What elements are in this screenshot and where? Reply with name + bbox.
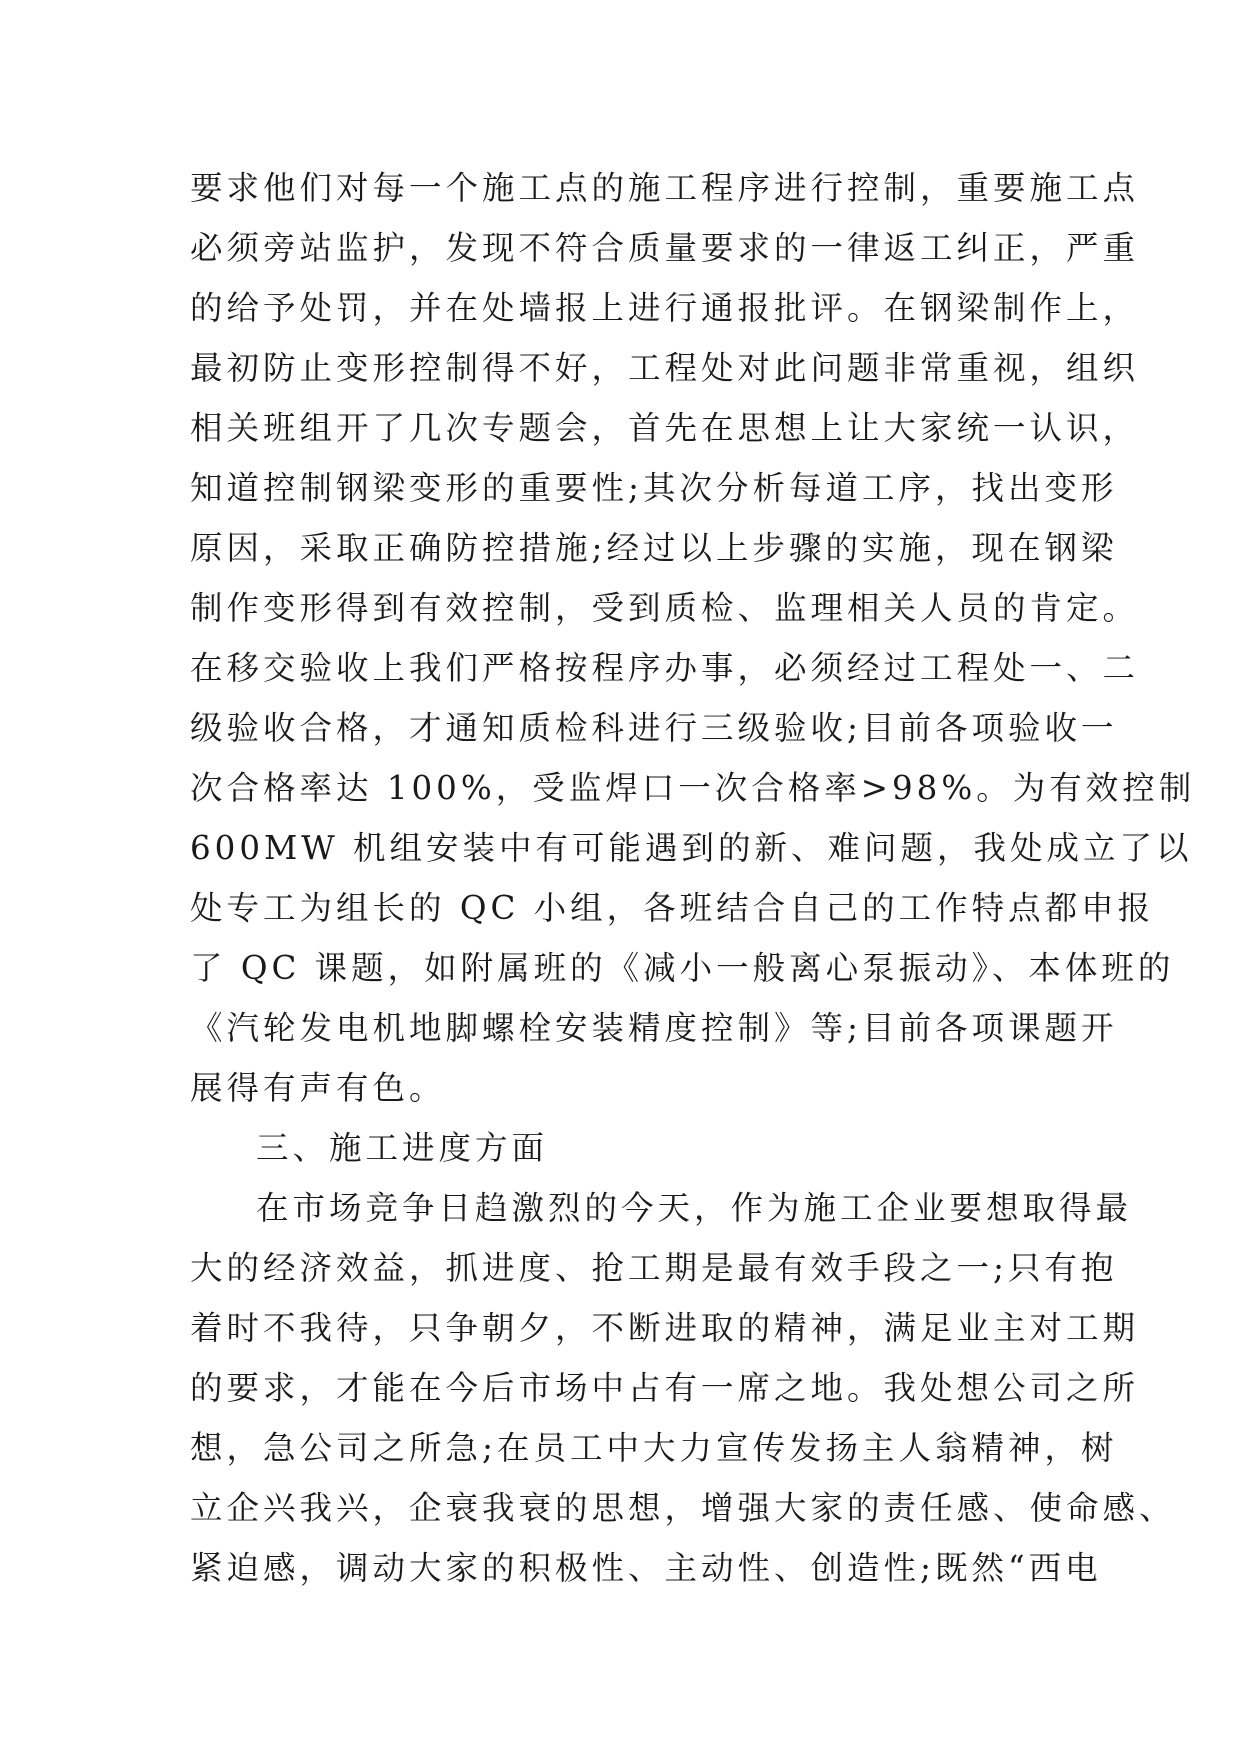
text-line: 要求他们对每一个施工点的施工程序进行控制，重要施工点 (190, 169, 1140, 207)
text-line: 600MW 机组安装中有可能遇到的新、难问题，我处成立了以 (190, 829, 1193, 867)
text-line: 立企兴我兴，企衰我衰的思想，增强大家的责任感、使命感、 (190, 1489, 1176, 1527)
text-line: 原因，采取正确防控措施;经过以上步骤的实施，现在钢梁 (190, 529, 1118, 567)
text-line: 必须旁站监护，发现不符合质量要求的一律返工纠正，严重 (190, 229, 1140, 267)
text-line: 展得有声有色。 (190, 1069, 446, 1107)
text-line: 在移交验收上我们严格按程序办事，必须经过工程处一、二 (190, 649, 1140, 687)
text-line: 了 QC 课题，如附属班的《减小一般离心泵振动》、本体班的 (190, 949, 1175, 987)
text-line: 次合格率达 100%，受监焊口一次合格率>98%。为有效控制 (190, 769, 1196, 807)
text-line: 在市场竞争日趋激烈的今天，作为施工企业要想取得最 (256, 1189, 1133, 1227)
text-line: 处专工为组长的 QC 小组，各班结合自己的工作特点都申报 (190, 889, 1155, 927)
text-line: 着时不我待，只争朝夕，不断进取的精神，满足业主对工期 (190, 1309, 1140, 1347)
body-text (190, 158, 1196, 1598)
text-line: 最初防止变形控制得不好，工程处对此问题非常重视，组织 (190, 349, 1140, 387)
text-line: 大的经济效益，抓进度、抢工期是最有效手段之一;只有抱 (190, 1249, 1118, 1287)
text-line: 的要求，才能在今后市场中占有一席之地。我处想公司之所 (190, 1369, 1140, 1407)
text-line: 想，急公司之所急;在员工中大力宣传发扬主人翁精神，树 (190, 1429, 1118, 1467)
text-line: 《汽轮发电机地脚螺栓安装精度控制》等;目前各项课题开 (190, 1009, 1118, 1047)
text-line: 制作变形得到有效控制，受到质检、监理相关人员的肯定。 (190, 589, 1140, 627)
section-heading: 三、施工进度方面 (256, 1129, 549, 1167)
text-line: 紧迫感，调动大家的积极性、主动性、创造性;既然“西电 (190, 1549, 1102, 1587)
text-line: 的给予处罚，并在处墙报上进行通报批评。在钢梁制作上， (190, 289, 1140, 327)
text-line: 级验收合格，才通知质检科进行三级验收;目前各项验收一 (190, 709, 1118, 747)
text-line: 知道控制钢梁变形的重要性;其次分析每道工序，找出变形 (190, 469, 1118, 507)
text-line: 相关班组开了几次专题会，首先在思想上让大家统一认识， (190, 409, 1140, 447)
